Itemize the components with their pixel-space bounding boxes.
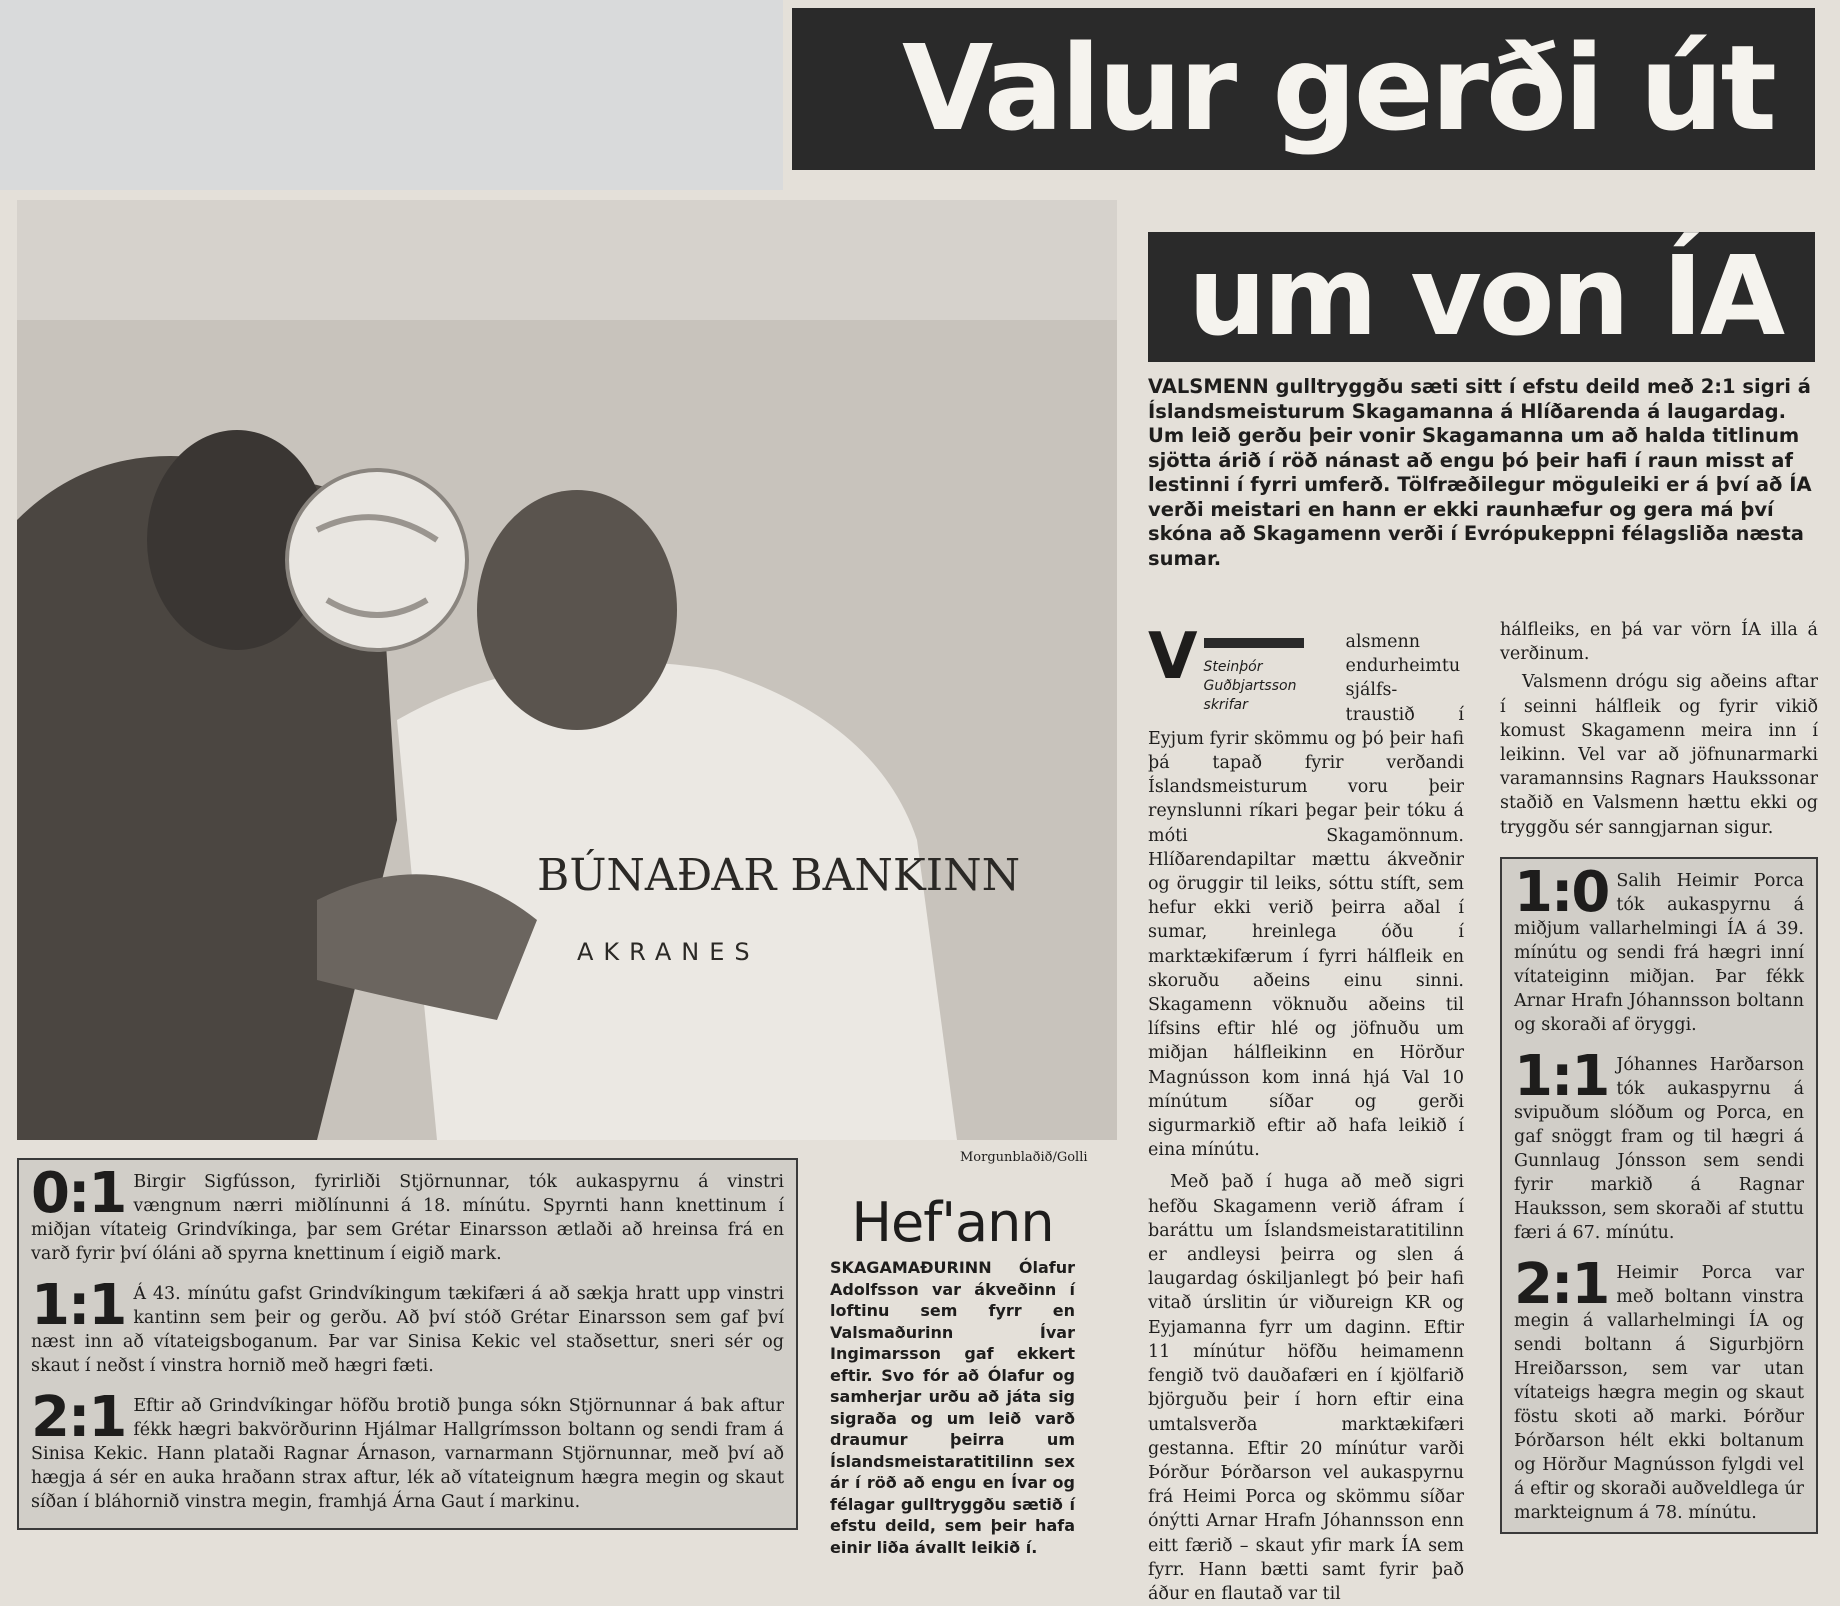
goal-entry [1514,860,1804,1037]
lead-paragraph: VALSMENN gulltryggðu sæti sitt í efstu deild með 2:1 sigri á Íslandsmeisturum Skagamanna á Hlíðarenda á laugardag. Um leið gerðu þeir vonir Skagamanna um að halda titlinum sjötta árið í röð nánast að engu þó þeir hafi í raun misst af lestinni í fyrri umferð. Tölfræðilegur möguleiki er á því að ÍA verði meistari en hann er ekki raunhæfur og gera má því skóna að Skagamenn verði í Evrópukeppni félagsliða næsta sumar. [1148,375,1812,570]
photo-illustration [17,200,1117,1140]
article-intro: alsmenn endurheimtu sjálfs-traustið í Eyjum fyrir skömmu og þó þeir hafi þá tapað fyrir verðandi Íslandsmeisturum voru þeir reynslunni ríkari þegar þeir tóku á móti Skagamönnum. Hlíðarendapiltar mættu ákveðnir og öruggir til leiks, sóttu stíft, sem hefur ekki verið þeirra aðal í sumar, hreinlega óðu í marktækifærum í fyrri hálfleik en skoruðu aðeins einu sinni. Skagamenn vöknuðu aðeins til lífsins eftir hlé og jöfnuðu um miðjan hálfleikinn en Hörður Magnússon kom inná hjá Val 10 mínútum síðar og gerði sigurmarkið eftir að hafa leikið í eina mínútu. [1148,632,1464,1161]
goal-score: 1:1 [1514,1044,1609,1109]
valur-goals-box [1500,857,1818,1534]
goal-score: 2:1 [1514,1252,1609,1317]
goal-entry [31,1273,784,1378]
match-photo [17,200,1117,1140]
goal-score: 2:1 [31,1385,126,1450]
photo-credit: Morgunblaðið/Golli [960,1150,1088,1165]
photo-caption-sidebar [830,1193,1075,1558]
goal-text: Eftir að Grindvíkingar höfðu brotið þunga sókn Stjörnunnar á bak aftur fékk hægri bakvörðurinn Hjálmar Hallgrímsson boltann og sendi fram á Sinisa Kekic. Hann plataði Ragnar Árnason, varnarmann Stjörnunnar, með því að hægja á sér en auka hraðann strax aftur, lék að vítateignum hægra megin og skaut síðan í bláhornið vinstra megin, framhjá Árna Gaut í markinu. [31,1396,784,1512]
goal-entry [31,1161,784,1266]
goal-score: 0:1 [31,1161,126,1226]
drop-cap: V [1148,620,1198,694]
byline-name: Steinþór Guðbjartsson [1203,659,1297,694]
byline [1204,638,1336,715]
goal-text: Birgir Sigfússon, fyrirliði Stjörnunnar, tók aukaspyrnu á vinstri vængnum nærri miðlínunni á 18. mínútu. Spyrnti hann knettinum í miðjan vítateig Grindvíkinga, þar sem Grétar Einarsson ætlaði að hreinsa frá en varð fyrir því óláni að spyrna knettinum í eigið mark. [31,1172,784,1264]
goal-text: Salih Heimir Porca tók aukaspyrnu á miðjum vallarhelmingi ÍA á 39. mínútu og sendi frá hægri inní vítateiginn miðjan. Þar fékk Arnar Hrafn Jóhannsson boltann og skoraði af öryggi. [1514,871,1804,1035]
shirt-sponsor-sub: AKRANES [577,938,760,966]
sidebar-text: SKAGAMAÐURINN Ólafur Adolfsson var ákveðinn í loftinu sem fyrr en Valsmaðurinn Ívar Ingimarsson gaf ekkert eftir. Svo fór að Ólafur og samherjar urðu að játa sig sigraða og um leið varð draumur þeirra um Íslandsmeistaratitilinn sex ár í röð að engu en Ívar og félagar gulltryggðu sætið í efstu deild, sem þeir hafa einir liða ávallt leikið í. [830,1258,1075,1557]
article-paragraph-4: Valsmenn drógu sig aðeins aftar í seinni hálfleik og fyrir vikið komust Skagamenn meira inn í leikinn. Vel var að jöfnunarmarki varamannsins Ragnars Haukssonar staðið en Valsmenn hættu ekki og tryggðu sér sanngjarnan sigur. [1500,672,1818,838]
headline-line-1: Valur gerði út [792,8,1815,170]
goal-score: 1:1 [31,1273,126,1338]
article-column-2 [1500,618,1818,840]
blank-area [0,0,783,190]
article-paragraph-3: hálfleiks, en þá var vörn ÍA illa á verðinum. [1500,620,1818,665]
byline-bar [1204,638,1304,648]
headline-line-2: um von ÍA [1148,232,1815,362]
article-paragraph-2: Með það í huga að með sigri hefðu Skagamenn verið áfram í baráttu um Íslandsmeistaratitilinn er andleysi þeirra og slen á laugardag óskiljanlegt þó þeir hafi vitað úrslitin úr viðureign KR og Eyjamanna fyrr um daginn. Eftir 11 mínútur höfðu heimamenn fengið tvö dauðafæri en í kjölfarið björguðu þeir í horn eftir eina umtalsverða marktækifæri gestanna. Eftir 20 mínútur varði Þórður Þórðarson vel aukaspyrnu frá Heimi Porca og skömmu síðar ónýtti Arnar Hrafn Jóhannsson enn eitt færið – skaut yfir mark ÍA sem fyrr. Hann bætti samt fyrir það áður en flautað var til [1148,1172,1464,1604]
goal-entry [1514,1044,1804,1245]
goal-score: 1:0 [1514,860,1609,925]
byline-role: skrifar [1203,697,1248,713]
goal-text: Jóhannes Harðarson tók aukaspyrnu á svipuðum slóðum og Porca, en gaf snöggt fram og til hægri á Gunnlaug Jónsson sem sendi fyrir markið á Ragnar Hauksson, sem skoraði af stuttu færi á 67. mínútu. [1514,1055,1804,1243]
goal-entry [1514,1252,1804,1525]
goal-entry [31,1385,784,1514]
sidebar-title: Hef'ann [851,1191,1054,1254]
goal-text: Heimir Porca var með boltann vinstra megin á vallarhelmingi ÍA og sendi boltann á Sigurbjörn Hreiðarsson, sem var utan vítateigs hægra megin og skaut föstu skoti að marki. Þórður Þórðarson hélt ekki boltanum og Hörður Magnússon fylgdi vel á eftir og skoraði auðveldlega úr markteignum á 78. mínútu. [1514,1263,1804,1523]
other-match-goals-box [17,1158,798,1530]
article-column-1 [1148,620,1464,1606]
goal-text: Á 43. mínútu gafst Grindvíkingum tækifæri á að sækja hratt upp vinstri kantinn sem þeir og gerðu. Að því stóð Grétar Einarsson sem gaf því næst inn að vítateigsboganum. Þar var Sinisa Kekic vel staðsettur, sneri sér og skaut í neðst í vinstra hornið með hægri fæti. [31,1284,784,1376]
shirt-sponsor-text: BÚNAÐAR BANKINN [537,850,1021,901]
